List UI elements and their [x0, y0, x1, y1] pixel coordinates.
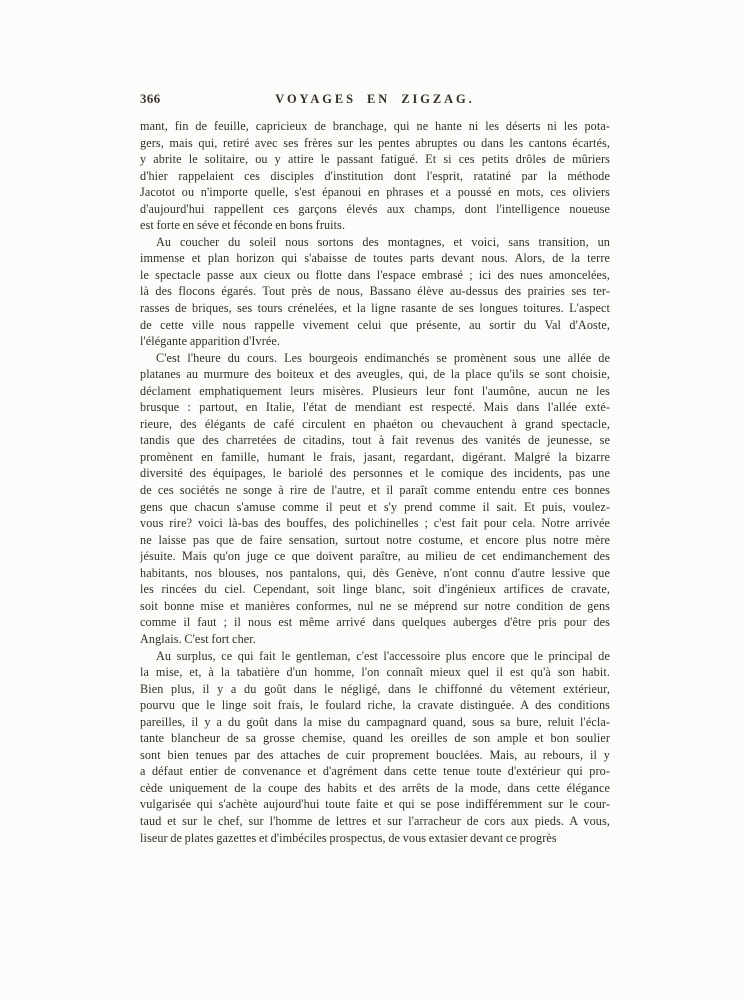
text-line: tandis que des charretées de citadins, tout à fait revenus des vanités de jeunesse, se [140, 433, 610, 448]
text-line: l'élégante apparition d'Ivrée. [140, 334, 281, 349]
text-line: mant, fin de feuille, capricieux de branchage, qui ne hante ni les déserts ni les pota- [140, 119, 610, 133]
paragraph [140, 119, 610, 235]
text-line: est forte en séve et féconde en bons fruits. [140, 218, 346, 233]
text-line: habitants, nos blouses, nos pantalons, qui, dès Genève, n'ont connu d'autre lessive que [140, 565, 610, 580]
text-line: a défaut entier de convenance et d'agrément dans cette tenue toute d'extérieur qui pro- [140, 764, 610, 779]
text-line: Bien plus, il y a du goût dans le négligé, dans le chiffonné du vêtement extérieur, [140, 681, 610, 696]
text-line: immense et plan horizon qui s'abaisse de toutes parts devant nous. Alors, de la terre [140, 251, 610, 266]
text-line: rasses de briques, ses tours crénelées, et la ligne rasante de ses longues toitures. L'aspect [140, 301, 610, 316]
text-line: promènent en famille, humant le frais, jasant, regardant, digérant. Malgré la bizarre [140, 449, 610, 464]
text-line: Anglais. C'est fort cher. [140, 631, 256, 646]
text-line: y abrite le solitaire, ou y attire le passant fatigué. Et si ces petits drôles de mûriers [140, 152, 610, 167]
text-line: comme il faut ; il nous est même arrivé dans quelques auberges d'être pris pour des [140, 615, 610, 630]
text-line: diversité des équipages, le bariolé des personnes et le comique des incidents, pas une [140, 466, 610, 481]
text-line: la mise, et, à la tabatière d'un homme, l'on connaît mieux quel il est qu'à son habit. [140, 665, 610, 680]
text-line: de ces sociétés ne songe à rire de l'autre, et il paraît comme entendu entre ces bonnes [140, 483, 610, 498]
text-line: gens que chacun s'amuse comme il peut et s'y prend comme il sait. Et puis, voulez- [140, 499, 610, 514]
text-line: pareilles, il y a du goût dans la mise du campagnard quand, sous sa bure, reluit l'écla- [140, 714, 610, 729]
text-line: d'aujourd'hui rappellent ces garçons élevés aux champs, dont l'intelligence noueuse [140, 201, 610, 216]
text-line: de cette ville nous rappelle vivement celui que présente, au sortir du Val d'Aoste, [140, 317, 610, 332]
text-line: déclament emphatiquement leurs misères. Plusieurs leur font l'aumône, aucun ne les [140, 383, 610, 398]
text-line: jésuite. Mais qu'on juge ce que doivent paraître, au milieu de cet endimanchement des [140, 549, 610, 564]
text-line: rieure, des élégants de café circulent en phaéton ou chevauchent à grand spectacle, [140, 416, 610, 431]
text-line: soit bonne mise et manières conformes, nul ne se méprend sur notre condition de gens [140, 598, 610, 613]
text-line: le spectacle passe aux cieux ou flotte dans l'espace embrasé ; ici des nues amoncelées, [140, 267, 610, 282]
text-line: vous rire? voici là-bas des bouffes, des polichinelles ; c'est fait pour cela. Notre arrivée [140, 516, 610, 531]
running-title: VOYAGES EN ZIGZAG. [275, 92, 475, 106]
text-line: C'est l'heure du cours. Les bourgeois endimanchés se promènent sous une allée de [156, 350, 610, 365]
text-body [140, 119, 610, 847]
text-line: ne laisse pas que de faire sensation, surtout notre costume, et encore plus notre mère [140, 532, 610, 547]
paragraph [140, 235, 610, 351]
text-line: là des flocons égarés. Tout près de nous, Bassano élève au-dessus des prairies ses ter- [140, 284, 610, 299]
text-line: les rincées du ciel. Cependant, soit linge blanc, soit d'ingénieux artifices de cravate, [140, 582, 610, 597]
text-line: sont bien tenues par des attaches de cuir proprement bouclées. Mais, au rebours, il y [140, 747, 610, 762]
page-number: 366 [140, 92, 161, 106]
text-line: liseur de plates gazettes et d'imbéciles prospectus, de vous extasier devant ce progrès [140, 830, 557, 845]
text-line: vulgarisée qui s'achète aujourd'hui toute faite et qui se pose indifféremment sur le cour- [140, 797, 610, 812]
text-line: taud et sur le chef, sur l'homme de lettres et sur l'arracheur de cors aux pieds. A vous, [140, 813, 610, 828]
text-line: Jacotot ou n'importe quelle, s'est épanoui en phrases et a poussé en mots, ces oliviers [140, 185, 610, 200]
text-line: Au surplus, ce qui fait le gentleman, c'est l'accessoire plus encore que le principal de [156, 648, 610, 663]
text-line: cède uniquement de la coupe des habits et des arrêts de la mode, dans cette élégance [140, 780, 610, 795]
text-line: gers, mais qui, retiré avec ses frères sur les pentes abruptes ou dans les cantons écartés, [140, 135, 610, 150]
page-header [140, 92, 610, 109]
text-line: pourvu que le linge soit frais, le foulard riche, la cravate distinguée. A des conditions [140, 698, 610, 713]
text-line: brusque : partout, en Italie, l'état de mendiant est respecté. Mais dans l'allée exté- [140, 400, 610, 415]
text-line: d'hier rappelaient ces disciples d'institution dont l'esprit, ratatiné par la méthode [140, 168, 610, 183]
text-line: tante blancheur de sa grosse chemise, quand les oreilles de son ample et bon soulier [140, 731, 610, 746]
text-line: platanes au murmure des boiteux et des aveugles, qui, de la place qu'ils se sont choisie, [140, 367, 610, 382]
text-line: Au coucher du soleil nous sortons des montagnes, et voici, sans transition, un [156, 234, 610, 249]
paragraph [140, 649, 610, 848]
paragraph [140, 351, 610, 649]
